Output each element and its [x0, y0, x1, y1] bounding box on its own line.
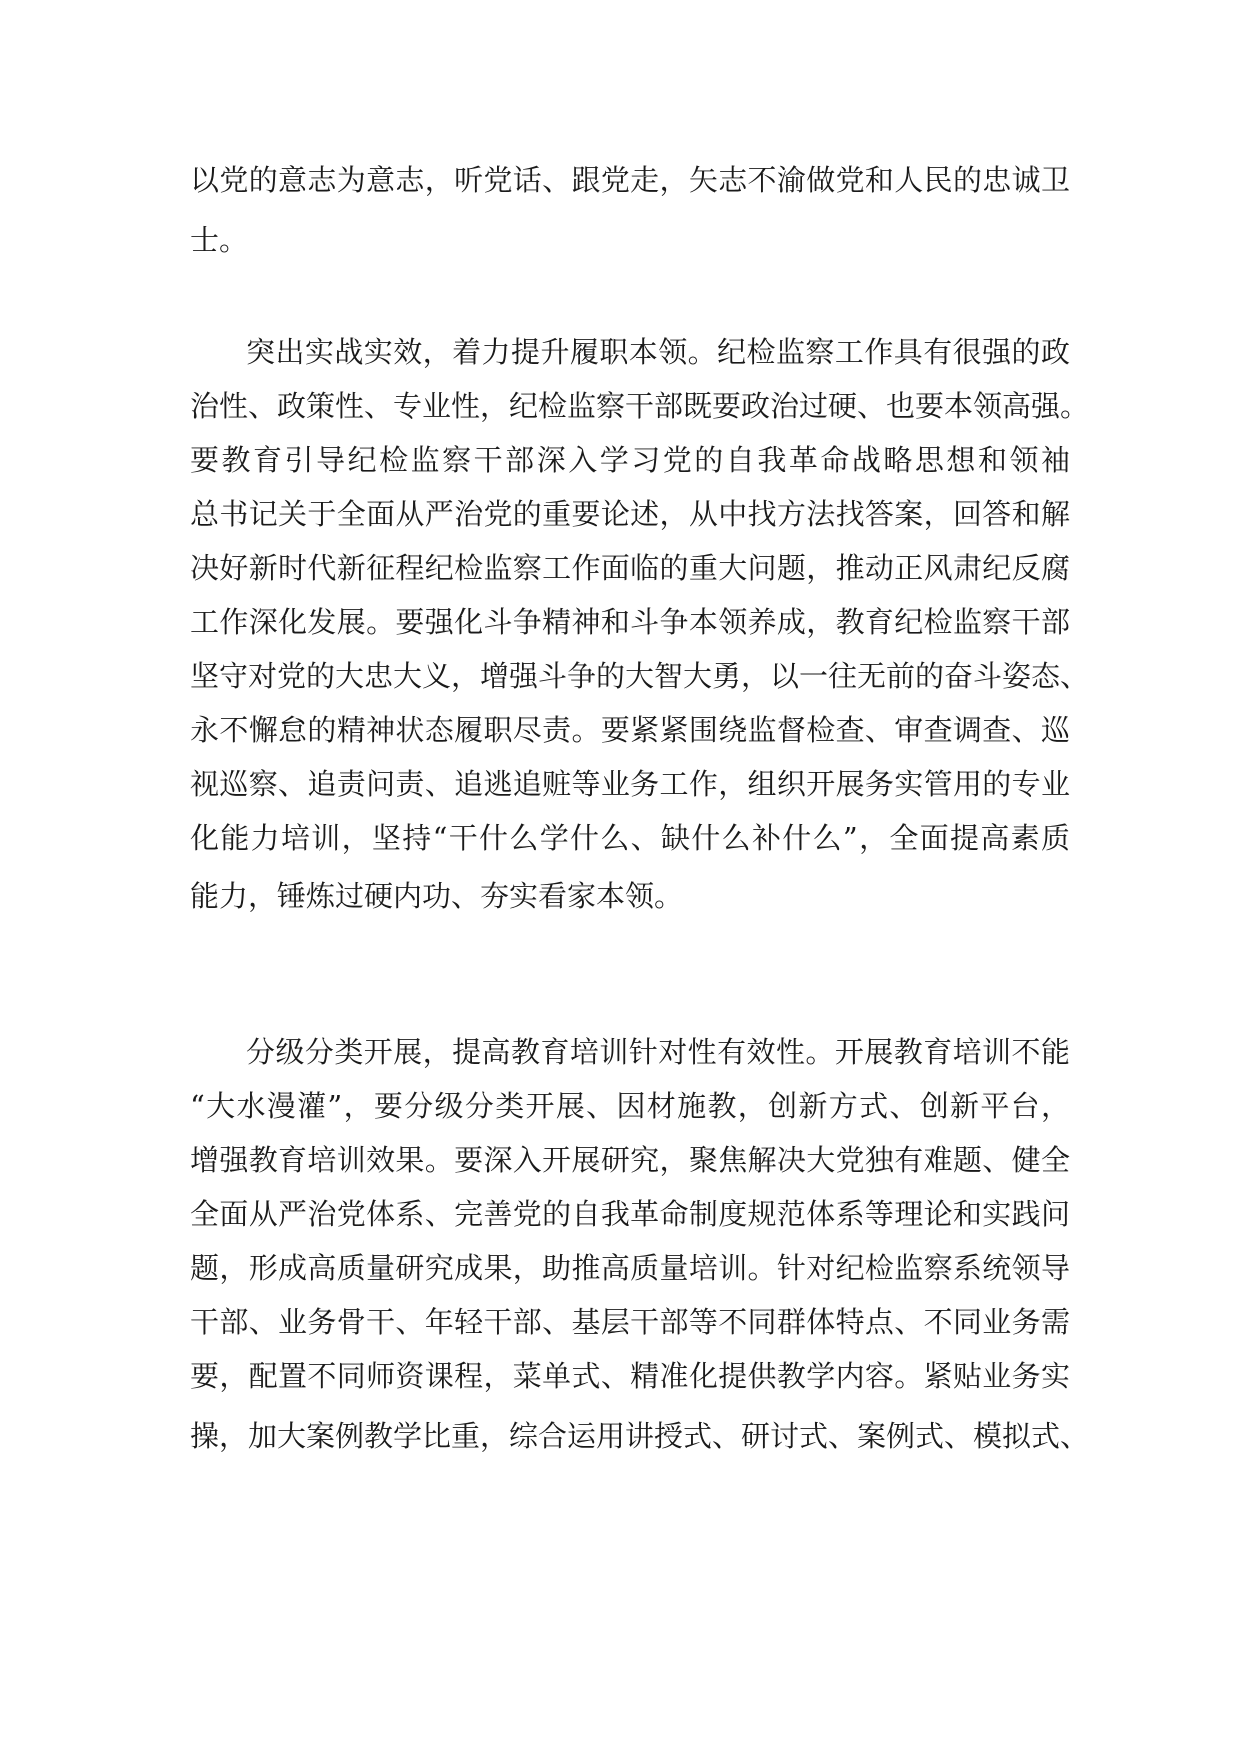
paragraph-3-line-3: 增强教育培训效果。要深入开展研究，聚焦解决大党独有难题、健全 — [190, 1143, 1070, 1177]
paragraph-2-line-8: 永不懈怠的精神状态履职尽责。要紧紧围绕监督检查、审查调查、巡 — [190, 713, 1070, 747]
paragraph-3-line-4: 全面从严治党体系、完善党的自我革命制度规范体系等理论和实践问 — [190, 1197, 1070, 1231]
paragraph-3-line-8: 操，加大案例教学比重，综合运用讲授式、研讨式、案例式、模拟式、 — [190, 1419, 1090, 1453]
paragraph-2-line-11: 能力，锤炼过硬内功、夯实看家本领。 — [190, 879, 684, 913]
paragraph-3-line-1: 分级分类开展，提高教育培训针对性有效性。开展教育培训不能 — [246, 1035, 1070, 1069]
paragraph-2-line-2: 治性、政策性、专业性，纪检监察干部既要政治过硬、也要本领高强。 — [190, 389, 1090, 423]
paragraph-2-line-10: 化能力培训，坚持“干什么学什么、缺什么补什么”，全面提高素质 — [190, 821, 1070, 855]
paragraph-1-line-2: 士。 — [190, 223, 249, 257]
paragraph-3-line-5: 题，形成高质量研究成果，助推高质量培训。针对纪检监察系统领导 — [190, 1251, 1070, 1285]
paragraph-3-line-2: “大水漫灌”，要分级分类开展、因材施教，创新方式、创新平台， — [190, 1089, 1070, 1123]
paragraph-2-line-7: 坚守对党的大忠大义，增强斗争的大智大勇，以一往无前的奋斗姿态、 — [190, 659, 1090, 693]
paragraph-2-line-3: 要教育引导纪检监察干部深入学习党的自我革命战略思想和领袖 — [190, 443, 1070, 477]
paragraph-2-line-5: 决好新时代新征程纪检监察工作面临的重大问题，推动正风肃纪反腐 — [190, 551, 1070, 585]
paragraph-2-line-9: 视巡察、追责问责、追逃追赃等业务工作，组织开展务实管用的专业 — [190, 767, 1070, 801]
paragraph-1-line-1: 以党的意志为意志，听党话、跟党走，矢志不渝做党和人民的忠诚卫 — [190, 163, 1070, 197]
paragraph-2-line-6: 工作深化发展。要强化斗争精神和斗争本领养成，教育纪检监察干部 — [190, 605, 1070, 639]
paragraph-3-line-6: 干部、业务骨干、年轻干部、基层干部等不同群体特点、不同业务需 — [190, 1305, 1070, 1339]
paragraph-2-line-1: 突出实战实效，着力提升履职本领。纪检监察工作具有很强的政 — [246, 335, 1070, 369]
paragraph-2-line-4: 总书记关于全面从严治党的重要论述，从中找方法找答案，回答和解 — [190, 497, 1070, 531]
paragraph-3-line-7: 要，配置不同师资课程，菜单式、精准化提供教学内容。紧贴业务实 — [190, 1359, 1070, 1393]
